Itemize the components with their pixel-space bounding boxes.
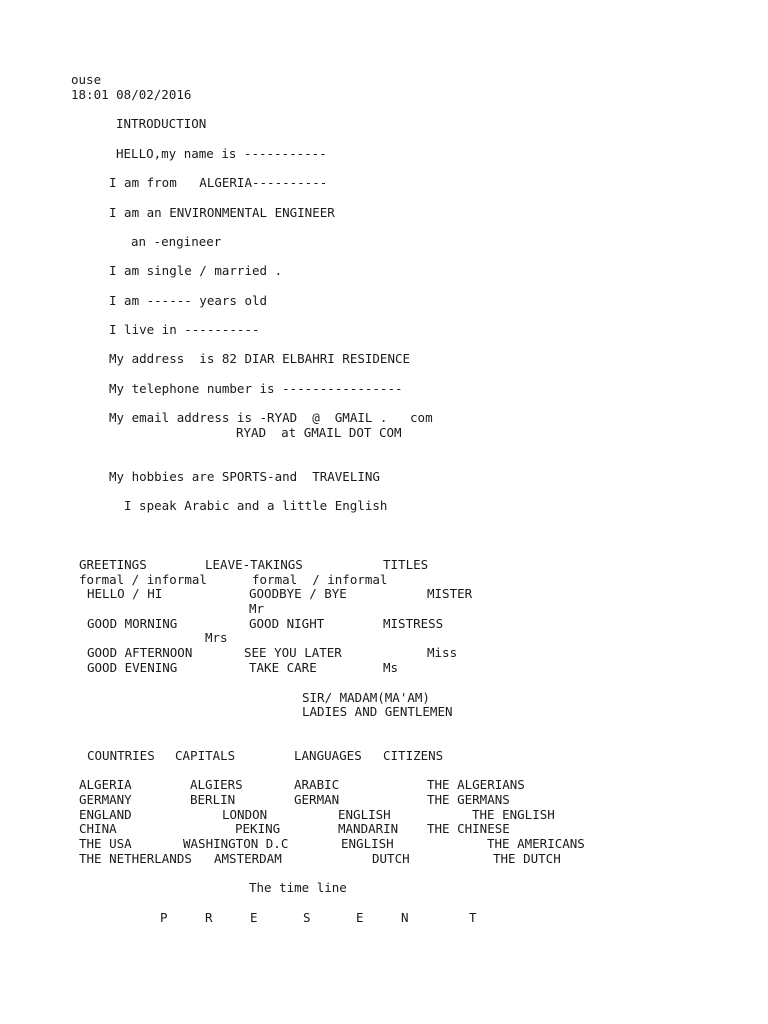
capital-cell: ALGIERS (190, 777, 243, 792)
intro-status-line: I am single / married . (109, 263, 283, 278)
intro-address-line: My address is 82 DIAR ELBAHRI RESIDENCE (109, 351, 411, 366)
citizens-header: CITIZENS (383, 748, 444, 763)
leave-taking-item: TAKE CARE (249, 660, 317, 675)
leave-taking-item: SEE YOU LATER (244, 645, 342, 660)
greetings-formal-informal: formal / informal (79, 572, 207, 587)
timeline-letter: R (205, 910, 213, 925)
greeting-item: GOOD AFTERNOON (87, 645, 193, 660)
language-cell: MANDARIN (338, 821, 399, 836)
title-item: SIR/ MADAM(MA'AM) (302, 690, 430, 705)
country-cell: ALGERIA (79, 777, 132, 792)
capital-cell: PEKING (235, 821, 281, 836)
leave-takings-formal-informal: formal / informal (252, 572, 388, 587)
timeline-title: The time line (249, 880, 347, 895)
timeline-letter: P (160, 910, 168, 925)
leave-takings-header: LEAVE-TAKINGS (205, 557, 303, 572)
citizens-cell: THE ENGLISH (472, 807, 555, 822)
language-cell: ENGLISH (341, 836, 394, 851)
citizens-cell: THE CHINESE (427, 821, 510, 836)
title-item: LADIES AND GENTLEMEN (302, 704, 453, 719)
greeting-item: GOOD MORNING (87, 616, 178, 631)
language-cell: ENGLISH (338, 807, 391, 822)
intro-age-line: I am ------ years old (109, 293, 268, 308)
timeline-letter: S (303, 910, 311, 925)
introduction-title: INTRODUCTION (116, 116, 207, 131)
timeline-letter: T (469, 910, 477, 925)
intro-email-line: My email address is -RYAD @ GMAIL . com (109, 410, 433, 425)
title-item: MISTRESS (383, 616, 444, 631)
country-cell: THE NETHERLANDS (79, 851, 192, 866)
greeting-item: GOOD EVENING (87, 660, 178, 675)
capitals-header: CAPITALS (175, 748, 236, 763)
intro-profession-line: I am an ENVIRONMENTAL ENGINEER (109, 205, 335, 220)
citizens-cell: THE GERMANS (427, 792, 510, 807)
intro-engineer-line: an -engineer (131, 234, 222, 249)
intro-hobbies-line: My hobbies are SPORTS-and TRAVELING (109, 469, 380, 484)
intro-languages-line: I speak Arabic and a little English (124, 498, 388, 513)
citizens-cell: THE DUTCH (493, 851, 561, 866)
languages-header: LANGUAGES (294, 748, 362, 763)
language-cell: GERMAN (294, 792, 340, 807)
country-cell: CHINA (79, 821, 117, 836)
leave-taking-item: GOOD NIGHT (249, 616, 325, 631)
intro-phone-line: My telephone number is ---------------- (109, 381, 403, 396)
header-timestamp: 18:01 08/02/2016 (71, 87, 192, 102)
intro-live-line: I live in ---------- (109, 322, 260, 337)
title-item: Miss (427, 645, 458, 660)
capital-cell: BERLIN (190, 792, 236, 807)
title-item: Mrs (205, 630, 228, 645)
title-item: Ms (383, 660, 399, 675)
country-cell: THE USA (79, 836, 132, 851)
capital-cell: LONDON (222, 807, 268, 822)
citizens-cell: THE ALGERIANS (427, 777, 525, 792)
citizens-cell: THE AMERICANS (487, 836, 585, 851)
titles-header: TITLES (383, 557, 429, 572)
countries-header: COUNTRIES (87, 748, 155, 763)
title-item: MISTER (427, 586, 473, 601)
timeline-letter: E (356, 910, 364, 925)
country-cell: ENGLAND (79, 807, 132, 822)
intro-email-spoken-line: RYAD at GMAIL DOT COM (236, 425, 402, 440)
language-cell: DUTCH (372, 851, 410, 866)
country-cell: GERMANY (79, 792, 132, 807)
greetings-header: GREETINGS (79, 557, 147, 572)
leave-taking-item: GOODBYE / BYE (249, 586, 347, 601)
timeline-letter: E (250, 910, 258, 925)
capital-cell: WASHINGTON D.C (183, 836, 289, 851)
greeting-item: HELLO / HI (87, 586, 163, 601)
timeline-letter: N (401, 910, 409, 925)
title-item: Mr (249, 601, 265, 616)
capital-cell: AMSTERDAM (214, 851, 282, 866)
header-line-1: ouse (71, 72, 102, 87)
intro-from-line: I am from ALGERIA---------- (109, 175, 328, 190)
intro-name-line: HELLO,my name is ----------- (116, 146, 327, 161)
language-cell: ARABIC (294, 777, 340, 792)
